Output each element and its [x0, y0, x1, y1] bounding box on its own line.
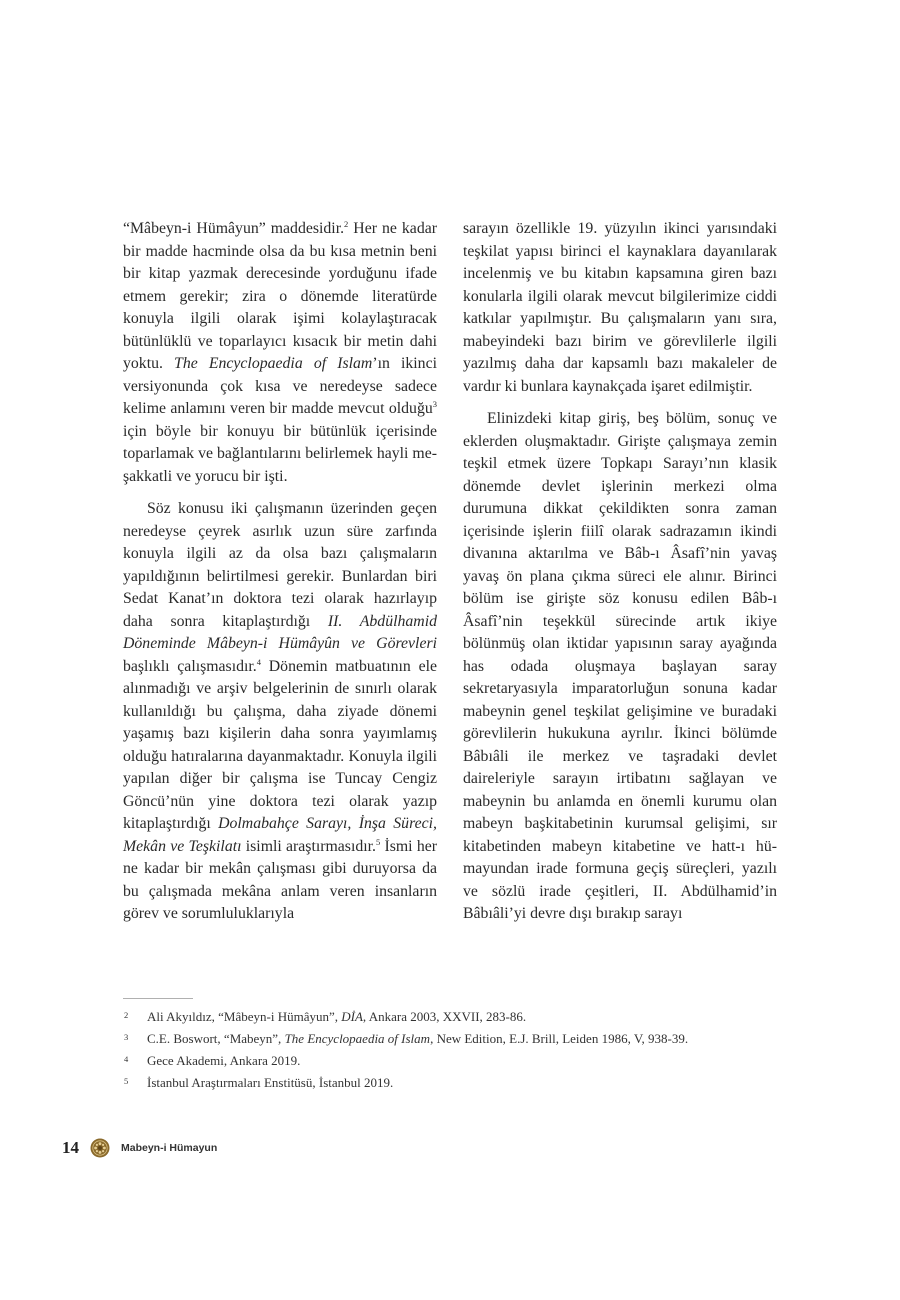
book-title: The Encyclopaedia of Islam: [174, 355, 373, 372]
page-footer: [62, 1136, 217, 1160]
text-run: Söz konusu iki çalışmanın üzerinden geçen neredeyse çeyrek asırlık uzun süre zarfında konuyla ilgili az da olsa bazı çalışmaların yapıldığının belirtilmesi gerekir. Bunlardan biri Sedat Kanat’ın doktora tezi olarak hazırlayıp daha sonra kitaplaştırdığı: [123, 500, 437, 630]
text-run: ’ın ikinci versiyonunda çok kısa ve neredeyse sadece kelime anlamını veren bir madde mevcut olduğu: [123, 355, 437, 417]
footnote-ref[interactable]: 2: [344, 219, 349, 229]
ornamental-seal-icon: [90, 1138, 110, 1158]
footnote-title: DİA: [341, 1009, 363, 1024]
footnote-number: 2: [124, 1010, 129, 1020]
text-run: Her ne kadar bir madde hacminde olsa da bu kısa metnin beni bir kitap yazmak derecesinde yorduğunu ifade etmem gerekir; zira o dönemde literatürde konuyla ilgili olarak işimi kolaylaştıracak bütünlüklü ve toparlayıcı kısacık bir metin dahi yoktu.: [123, 220, 437, 372]
book-title: Dolmabahçe Sarayı, İnşa Süreci, Mekân ve Teşkilatı: [123, 815, 438, 855]
text-run: İsmi her ne kadar bir mekân çalışması gibi duruyorsa da bu çalışmada mekâna anlam veren insanların görev ve sorumluluklarıyla: [123, 837, 438, 922]
left-column: [123, 218, 437, 926]
footnote-text: Ali Akyıldız, “Mâbeyn-i Hümâyun”,: [147, 1009, 342, 1024]
footnote-item: [123, 1028, 823, 1050]
footnote-text: Gece Akademi, Ankara 2019.: [147, 1053, 301, 1068]
text-run: Dönemin matbuatının ele alınmadığı ve arşiv belgelerinin de sınırlı olarak kullanıldığı bu çalışma, daha ziyade dönemi yaşamış bazı kişilerin daha sonra yayımlamış olduğu hatıralarına dayanmaktadır. Konuyla ilgili yapılan diğer bir çalışma ise Tuncay Cengiz Göncü’nün yine doktora tezi olarak yazıp kitaplaştırdığı: [123, 657, 437, 832]
right-column: [463, 218, 777, 926]
footnote-title: The Encyclopaedia of Islam: [284, 1031, 431, 1046]
text-run: “Mâbeyn-i Hümâyun” maddesidir.: [123, 220, 345, 237]
footnote-number: 5: [124, 1076, 129, 1086]
footnote-text: C.E. Boswort, “Mabeyn”,: [147, 1031, 285, 1046]
footnote-ref[interactable]: 3: [432, 399, 437, 409]
footnote-text: , New Edition, E.J. Brill, Leiden 1986, V, 938-39.: [430, 1031, 689, 1046]
text-run: başlıklı çalışmasıdır.: [123, 657, 257, 675]
page-number: 14: [62, 1138, 79, 1157]
footnote-item: [123, 1006, 823, 1028]
footnote-item: [123, 1050, 823, 1072]
footnote-text: , Ankara 2003, XXVII, 283-86.: [362, 1009, 527, 1024]
paragraph: sarayın özellikle 19. yüzyılın ikinci yarısındaki teşkilat yapısı birinci el kaynaklara dayanılarak incelenmiş ve bu kitabın kapsamına giren bazı konularla ilgili olarak mevcut bilgilerimize ciddi katkılar yapılmıştır. Bu çalışmaların yanı sıra, mabeyindeki bazı birim ve görevlilerle ilgili yazılmış daha dar kapsamlı bazı makaleler de vardır ki bunlara kaynakçada işaret edilmiştir.: [463, 220, 777, 395]
running-title: Mabeyn-i Hümayun: [121, 1142, 218, 1154]
footnote-divider: [123, 998, 193, 999]
footnote-item: [123, 1072, 823, 1094]
paragraph: [123, 498, 437, 926]
text-run: için böyle bir konuyu bir bütünlük içerisinde toparlamak ve bağlantılarını belirlemek hayli meşakkatli ve yorucu bir işti.: [123, 422, 437, 485]
footnote-number: 3: [124, 1032, 129, 1042]
footnote-text: İstanbul Araştırmaları Enstitüsü, İstanbul 2019.: [147, 1075, 394, 1090]
paragraph: [123, 218, 437, 488]
book-title: II. Abdülhamid Döneminde Mâbeyn-i Hümâyûn ve Görevleri: [123, 612, 437, 652]
footnote-number: 4: [124, 1054, 129, 1064]
footnote-ref[interactable]: 5: [375, 836, 381, 847]
text-run: isimli araştırmasıdır.: [241, 837, 376, 855]
footnotes: [123, 1006, 823, 1094]
paragraph: Elinizdeki kitap giriş, beş bölüm, sonuç ve eklerden oluşmaktadır. Girişte çalışmaya zemin teşkil etmek üzere Topkapı Sarayı’nın klasik dönemde devlet işlerinin merkezi olma durumuna dikkat çekildikten sonra zaman içerisinde işlerin fiilî olarak sadrazamın ikindi divanına aktarılma ve Bâb-ı Âsafî’nin yavaş yavaş ön plana çıkma süreci ele alınır. Birinci bölüm ise girişte söz konusu edilen Bâb-ı Âsafî’nin teşekkül sürecinde artık ikiye bölünmüş olan iktidar yapısının saray ayağında has odada oluşmaya başlayan saray sekretaryasıyla imparatorluğun sonuna kadar mabeynin genel teşkilat gelişimine ve buradaki görevlilerin hukukuna ayrılır. İkinci bölümde Bâbıâli ile merkez ve taşradaki devlet daireleriyle sarayın irtibatını sağlayan ve mabeynin bu anlamda en önemli kurumu olan mabeyn başkitabetinin kurumsal gelişimi, sır kitabetinden mabeyn kitabetine ve hatt-ı hümayundan irade formuna geçiş süreçleri, yazılı ve sözlü irade çeşitleri, II. Abdülhamid’in Bâbıâli’yi devre dışı bırakıp sarayı: [463, 410, 777, 922]
footnote-ref[interactable]: 4: [256, 656, 261, 667]
